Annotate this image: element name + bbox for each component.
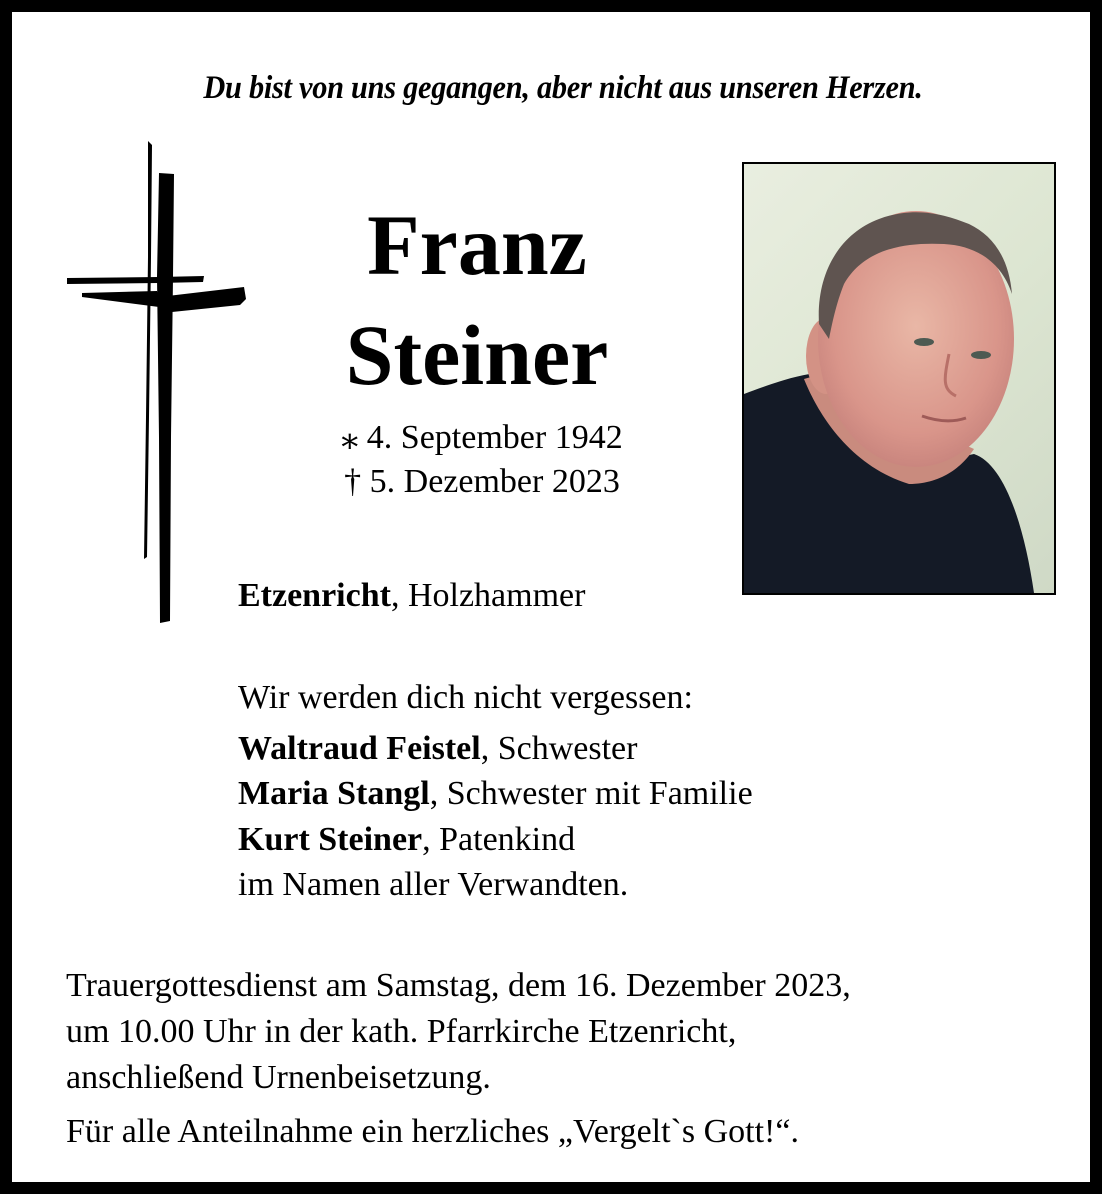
cross-icon: [64, 137, 254, 627]
thanks-note: Für alle Anteilnahme ein herzliches „Vergelt`s Gott!“.: [66, 1113, 799, 1150]
first-name: Franz: [367, 197, 587, 293]
residence: [238, 574, 585, 618]
funeral-service-info: [66, 963, 851, 1101]
motto: Du bist von uns gegangen, aber nicht aus unseren Herzen.: [203, 70, 923, 106]
residence-town: Etzenricht: [238, 577, 391, 614]
mourner-row: [238, 817, 753, 863]
mourner-name: Waltraud Feistel: [238, 729, 481, 767]
residence-village: Holzhammer: [407, 577, 586, 614]
service-line: anschließend Urnenbeisetzung.: [66, 1059, 491, 1096]
mourner-name: Kurt Steiner: [238, 820, 423, 858]
mourners-closing: im Namen aller Verwandten.: [238, 866, 629, 903]
service-line: um 10.00 Uhr in der kath. Pfarrkirche Etzenricht,: [66, 1013, 737, 1050]
birth-date: 4. September 1942: [366, 419, 623, 456]
portrait-illustration: [744, 164, 1054, 593]
death-dagger-icon: †: [344, 463, 362, 500]
mourners-block: [238, 675, 753, 908]
last-name: Steiner: [345, 307, 609, 403]
death-line: [282, 460, 682, 504]
birth-star-icon: ⁎: [341, 419, 359, 456]
deceased-name: [302, 190, 652, 410]
service-line: Trauergottesdienst am Samstag, dem 16. Dezember 2023,: [66, 967, 851, 1004]
residence-separator: ,: [390, 577, 408, 614]
mourner-relation: , Patenkind: [422, 820, 576, 858]
mourner-relation: , Schwester mit Familie: [429, 775, 753, 812]
mourner-relation: , Schwester: [480, 729, 638, 767]
mourner-name: Maria Stangl: [238, 775, 430, 812]
portrait-photo: [742, 162, 1056, 595]
life-dates: [282, 416, 682, 504]
birth-line: [282, 416, 682, 460]
mourner-row: [238, 726, 753, 772]
death-date: 5. Dezember 2023: [369, 463, 620, 500]
mourner-row: [238, 771, 753, 817]
mourners-intro: Wir werden dich nicht vergessen:: [238, 679, 693, 716]
